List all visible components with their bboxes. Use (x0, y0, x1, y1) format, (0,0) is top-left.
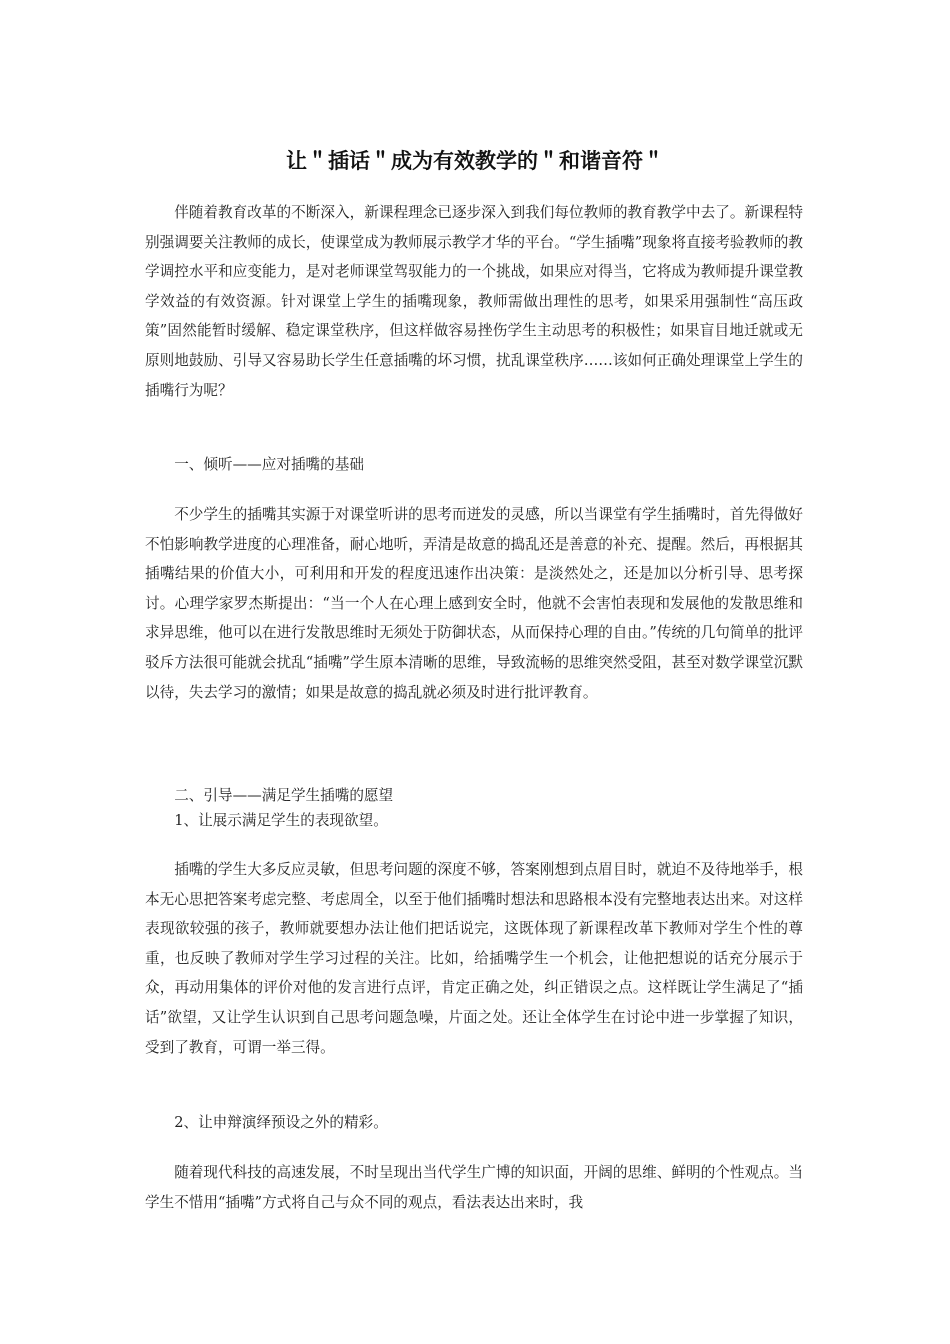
section-heading-listening: 一、倾听——应对插嘴的基础 (174, 456, 364, 473)
listening-paragraph: 不少学生的插嘴其实源于对课堂听讲的思考而迸发的灵感，所以当课堂有学生插嘴时，首先得做好不怕影响教学进度的心理准备，耐心地听，弄清是故意的捣乱还是善意的补充、提醒。然后，再根据其插嘴结果的价值大小，可利用和开发的程度迅速作出决策：是淡然处之，还是加以分析引导、思考探讨。心理学家罗杰斯提出：“当一个人在心理上感到安全时，他就不会害怕表现和发展他的发散思维和求异思维，他可以在进行发散思维时无须处于防御状态，从而保持心理的自由。”传统的几句简单的批评驳斥方法很可能就会扰乱“插嘴”学生原本清晰的思维，导致流畅的思维突然受阻，甚至对数学课堂沉默以待，失去学习的激情；如果是故意的捣乱就必须及时进行批评教育。 (145, 506, 803, 701)
document-title: 让＂插话＂成为有效教学的＂和谐音符＂ (286, 149, 664, 173)
debate-paragraph: 随着现代科技的高速发展，不时呈现出当代学生广博的知识面，开阔的思维、鲜明的个性观点。当学生不惜用“插嘴”方式将自己与众不同的观点，看法表达出来时，我 (145, 1164, 803, 1211)
intro-paragraph: 伴随着教育改革的不断深入，新课程理念已逐步深入到我们每位教师的教育教学中去了。新课程特别强调要关注教师的成长，使课堂成为教师展示教学才华的平台。“学生插嘴”现象将直接考验教师的教学调控水平和应变能力，是对老师课堂驾驭能力的一个挑战，如果应对得当，它将成为教师提升课堂教学效益的有效资源。针对课堂上学生的插嘴现象，教师需做出理性的思考，如果采用强制性“高压政策”固然能暂时缓解、稳定课堂秩序，但这样做容易挫伤学生主动思考的积极性；如果盲目地迁就或无原则地鼓励、引导又容易助长学生任意插嘴的坏习惯，扰乱课堂秩序……该如何正确处理课堂上学生的插嘴行为呢？ (145, 204, 803, 399)
section-heading-guidance: 二、引导——满足学生插嘴的愿望 (174, 787, 394, 804)
display-paragraph: 插嘴的学生大多反应灵敏，但思考问题的深度不够，答案刚想到点眉目时，就迫不及待地举手，根本无心思把答案考虑完整、考虑周全，以至于他们插嘴时想法和思路根本没有完整地表达出来。对这样表现欲较强的孩子，教师就要想办法让他们把话说完，这既体现了新课程改革下教师对学生个性的尊重，也反映了教师对学生学习过程的关注。比如，给插嘴学生一个机会，让他把想说的话充分展示于众，再动用集体的评价对他的发言进行点评，肯定正确之处，纠正错误之点。这样既让学生满足了“插话”欲望，又让学生认识到自己思考问题急噪，片面之处。还让全体学生在讨论中进一步掌握了知识，受到了教育，可谓一举三得。 (145, 861, 803, 1056)
subheading-debate: 2、让申辩演绎预设之外的精彩。 (174, 1114, 388, 1131)
subheading-display: 1、让展示满足学生的表现欲望。 (174, 812, 388, 829)
